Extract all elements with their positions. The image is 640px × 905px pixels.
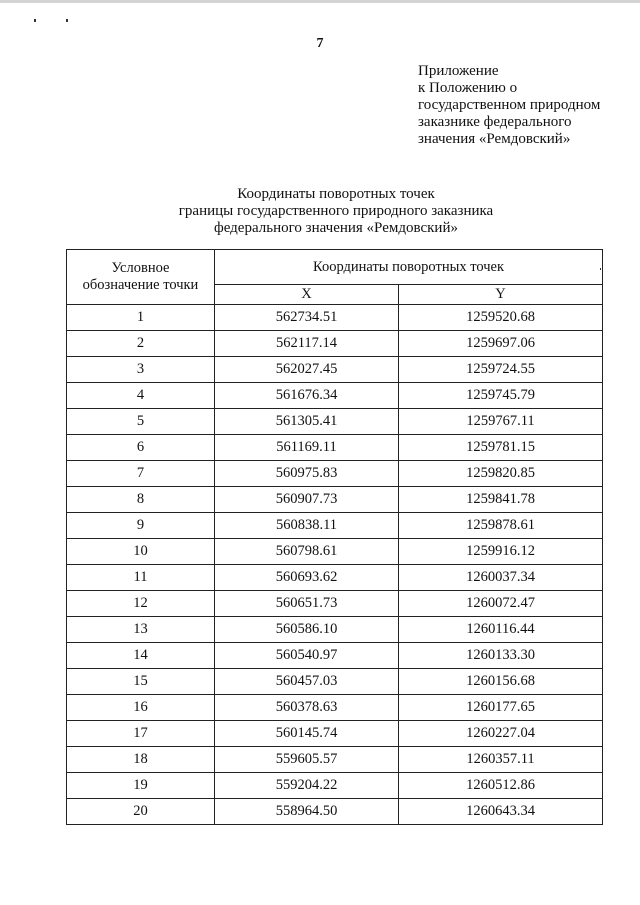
point-cell: 12	[67, 591, 215, 617]
title-line: границы государственного природного заказника	[178, 203, 494, 219]
table-row	[67, 487, 603, 513]
y-coordinate-cell: 1260512.86	[399, 773, 603, 799]
appendix-line: государственном природном	[418, 97, 601, 113]
point-cell: 15	[67, 669, 215, 695]
x-coordinate-cell: 560693.62	[215, 565, 399, 591]
y-coordinate-cell: 1259745.79	[399, 383, 603, 409]
table-row	[67, 695, 603, 721]
x-coordinate-cell: 561305.41	[215, 409, 399, 435]
table-row	[67, 435, 603, 461]
table-row	[67, 773, 603, 799]
y-coordinate-cell: 1260357.11	[399, 747, 603, 773]
point-cell: 11	[67, 565, 215, 591]
point-cell: 20	[67, 799, 215, 825]
x-coordinate-cell: 560145.74	[215, 721, 399, 747]
table-row	[67, 565, 603, 591]
x-coordinate-cell: 560586.10	[215, 617, 399, 643]
x-column-header: X	[215, 285, 399, 305]
y-coordinate-cell: 1259697.06	[399, 331, 603, 357]
title-line: федерального значения «Ремдовский»	[214, 220, 458, 236]
point-cell: 9	[67, 513, 215, 539]
scan-edge-line	[0, 0, 640, 3]
table-row	[67, 799, 603, 825]
x-coordinate-cell: 561169.11	[215, 435, 399, 461]
x-coordinate-cell: 559605.57	[215, 747, 399, 773]
y-coordinate-cell: 1260133.30	[399, 643, 603, 669]
point-cell: 10	[67, 539, 215, 565]
y-column-header: Y	[399, 285, 603, 305]
document-title	[0, 186, 640, 237]
x-coordinate-cell: 562027.45	[215, 357, 399, 383]
point-cell: 7	[67, 461, 215, 487]
point-cell: 14	[67, 643, 215, 669]
y-coordinate-cell: 1260643.34	[399, 799, 603, 825]
coords-column-header: Координаты поворотных точек	[215, 250, 603, 285]
table-row	[67, 331, 603, 357]
point-cell: 4	[67, 383, 215, 409]
point-cell: 19	[67, 773, 215, 799]
point-cell: 1	[67, 305, 215, 331]
table-row	[67, 383, 603, 409]
x-coordinate-cell: 560378.63	[215, 695, 399, 721]
appendix-line: заказнике федерального	[418, 114, 572, 130]
y-coordinate-cell: 1259916.12	[399, 539, 603, 565]
appendix-note	[418, 63, 600, 148]
table-row	[67, 409, 603, 435]
table-header-row	[67, 250, 603, 285]
x-coordinate-cell: 560907.73	[215, 487, 399, 513]
point-header-line: Условное	[111, 260, 170, 276]
point-cell: 2	[67, 331, 215, 357]
table-row	[67, 513, 603, 539]
y-coordinate-cell: 1259767.11	[399, 409, 603, 435]
y-coordinate-cell: 1260177.65	[399, 695, 603, 721]
table-row	[67, 643, 603, 669]
x-coordinate-cell: 560975.83	[215, 461, 399, 487]
scan-speck	[66, 19, 68, 22]
appendix-line: значения «Ремдовский»	[418, 131, 571, 147]
coordinates-table	[66, 249, 603, 825]
table-row	[67, 305, 603, 331]
point-cell: 5	[67, 409, 215, 435]
y-coordinate-cell: 1260072.47	[399, 591, 603, 617]
point-cell: 17	[67, 721, 215, 747]
x-coordinate-cell: 560651.73	[215, 591, 399, 617]
point-column-header	[67, 250, 215, 305]
table-row	[67, 357, 603, 383]
title-line: Координаты поворотных точек	[237, 186, 435, 202]
x-coordinate-cell: 561676.34	[215, 383, 399, 409]
x-coordinate-cell: 562734.51	[215, 305, 399, 331]
x-coordinate-cell: 560798.61	[215, 539, 399, 565]
y-coordinate-cell: 1260037.34	[399, 565, 603, 591]
y-coordinate-cell: 1259724.55	[399, 357, 603, 383]
y-coordinate-cell: 1259781.15	[399, 435, 603, 461]
point-cell: 6	[67, 435, 215, 461]
table-row	[67, 747, 603, 773]
table-row	[67, 461, 603, 487]
x-coordinate-cell: 560540.97	[215, 643, 399, 669]
scan-speck	[34, 19, 36, 22]
y-coordinate-cell: 1259878.61	[399, 513, 603, 539]
table-row	[67, 539, 603, 565]
table-row	[67, 721, 603, 747]
point-cell: 16	[67, 695, 215, 721]
x-coordinate-cell: 562117.14	[215, 331, 399, 357]
table-row	[67, 617, 603, 643]
y-coordinate-cell: 1259820.85	[399, 461, 603, 487]
y-coordinate-cell: 1260116.44	[399, 617, 603, 643]
y-coordinate-cell: 1259841.78	[399, 487, 603, 513]
point-cell: 18	[67, 747, 215, 773]
appendix-line: Приложение	[418, 63, 499, 79]
y-coordinate-cell: 1260156.68	[399, 669, 603, 695]
x-coordinate-cell: 560838.11	[215, 513, 399, 539]
x-coordinate-cell: 560457.03	[215, 669, 399, 695]
page-number: 7	[316, 36, 324, 51]
x-coordinate-cell: 558964.50	[215, 799, 399, 825]
table-row	[67, 669, 603, 695]
y-coordinate-cell: 1259520.68	[399, 305, 603, 331]
point-cell: 13	[67, 617, 215, 643]
point-cell: 3	[67, 357, 215, 383]
point-header-line: обозначение точки	[82, 277, 199, 293]
table-row	[67, 591, 603, 617]
y-coordinate-cell: 1260227.04	[399, 721, 603, 747]
point-cell: 8	[67, 487, 215, 513]
appendix-line: к Положению о	[418, 80, 518, 96]
x-coordinate-cell: 559204.22	[215, 773, 399, 799]
